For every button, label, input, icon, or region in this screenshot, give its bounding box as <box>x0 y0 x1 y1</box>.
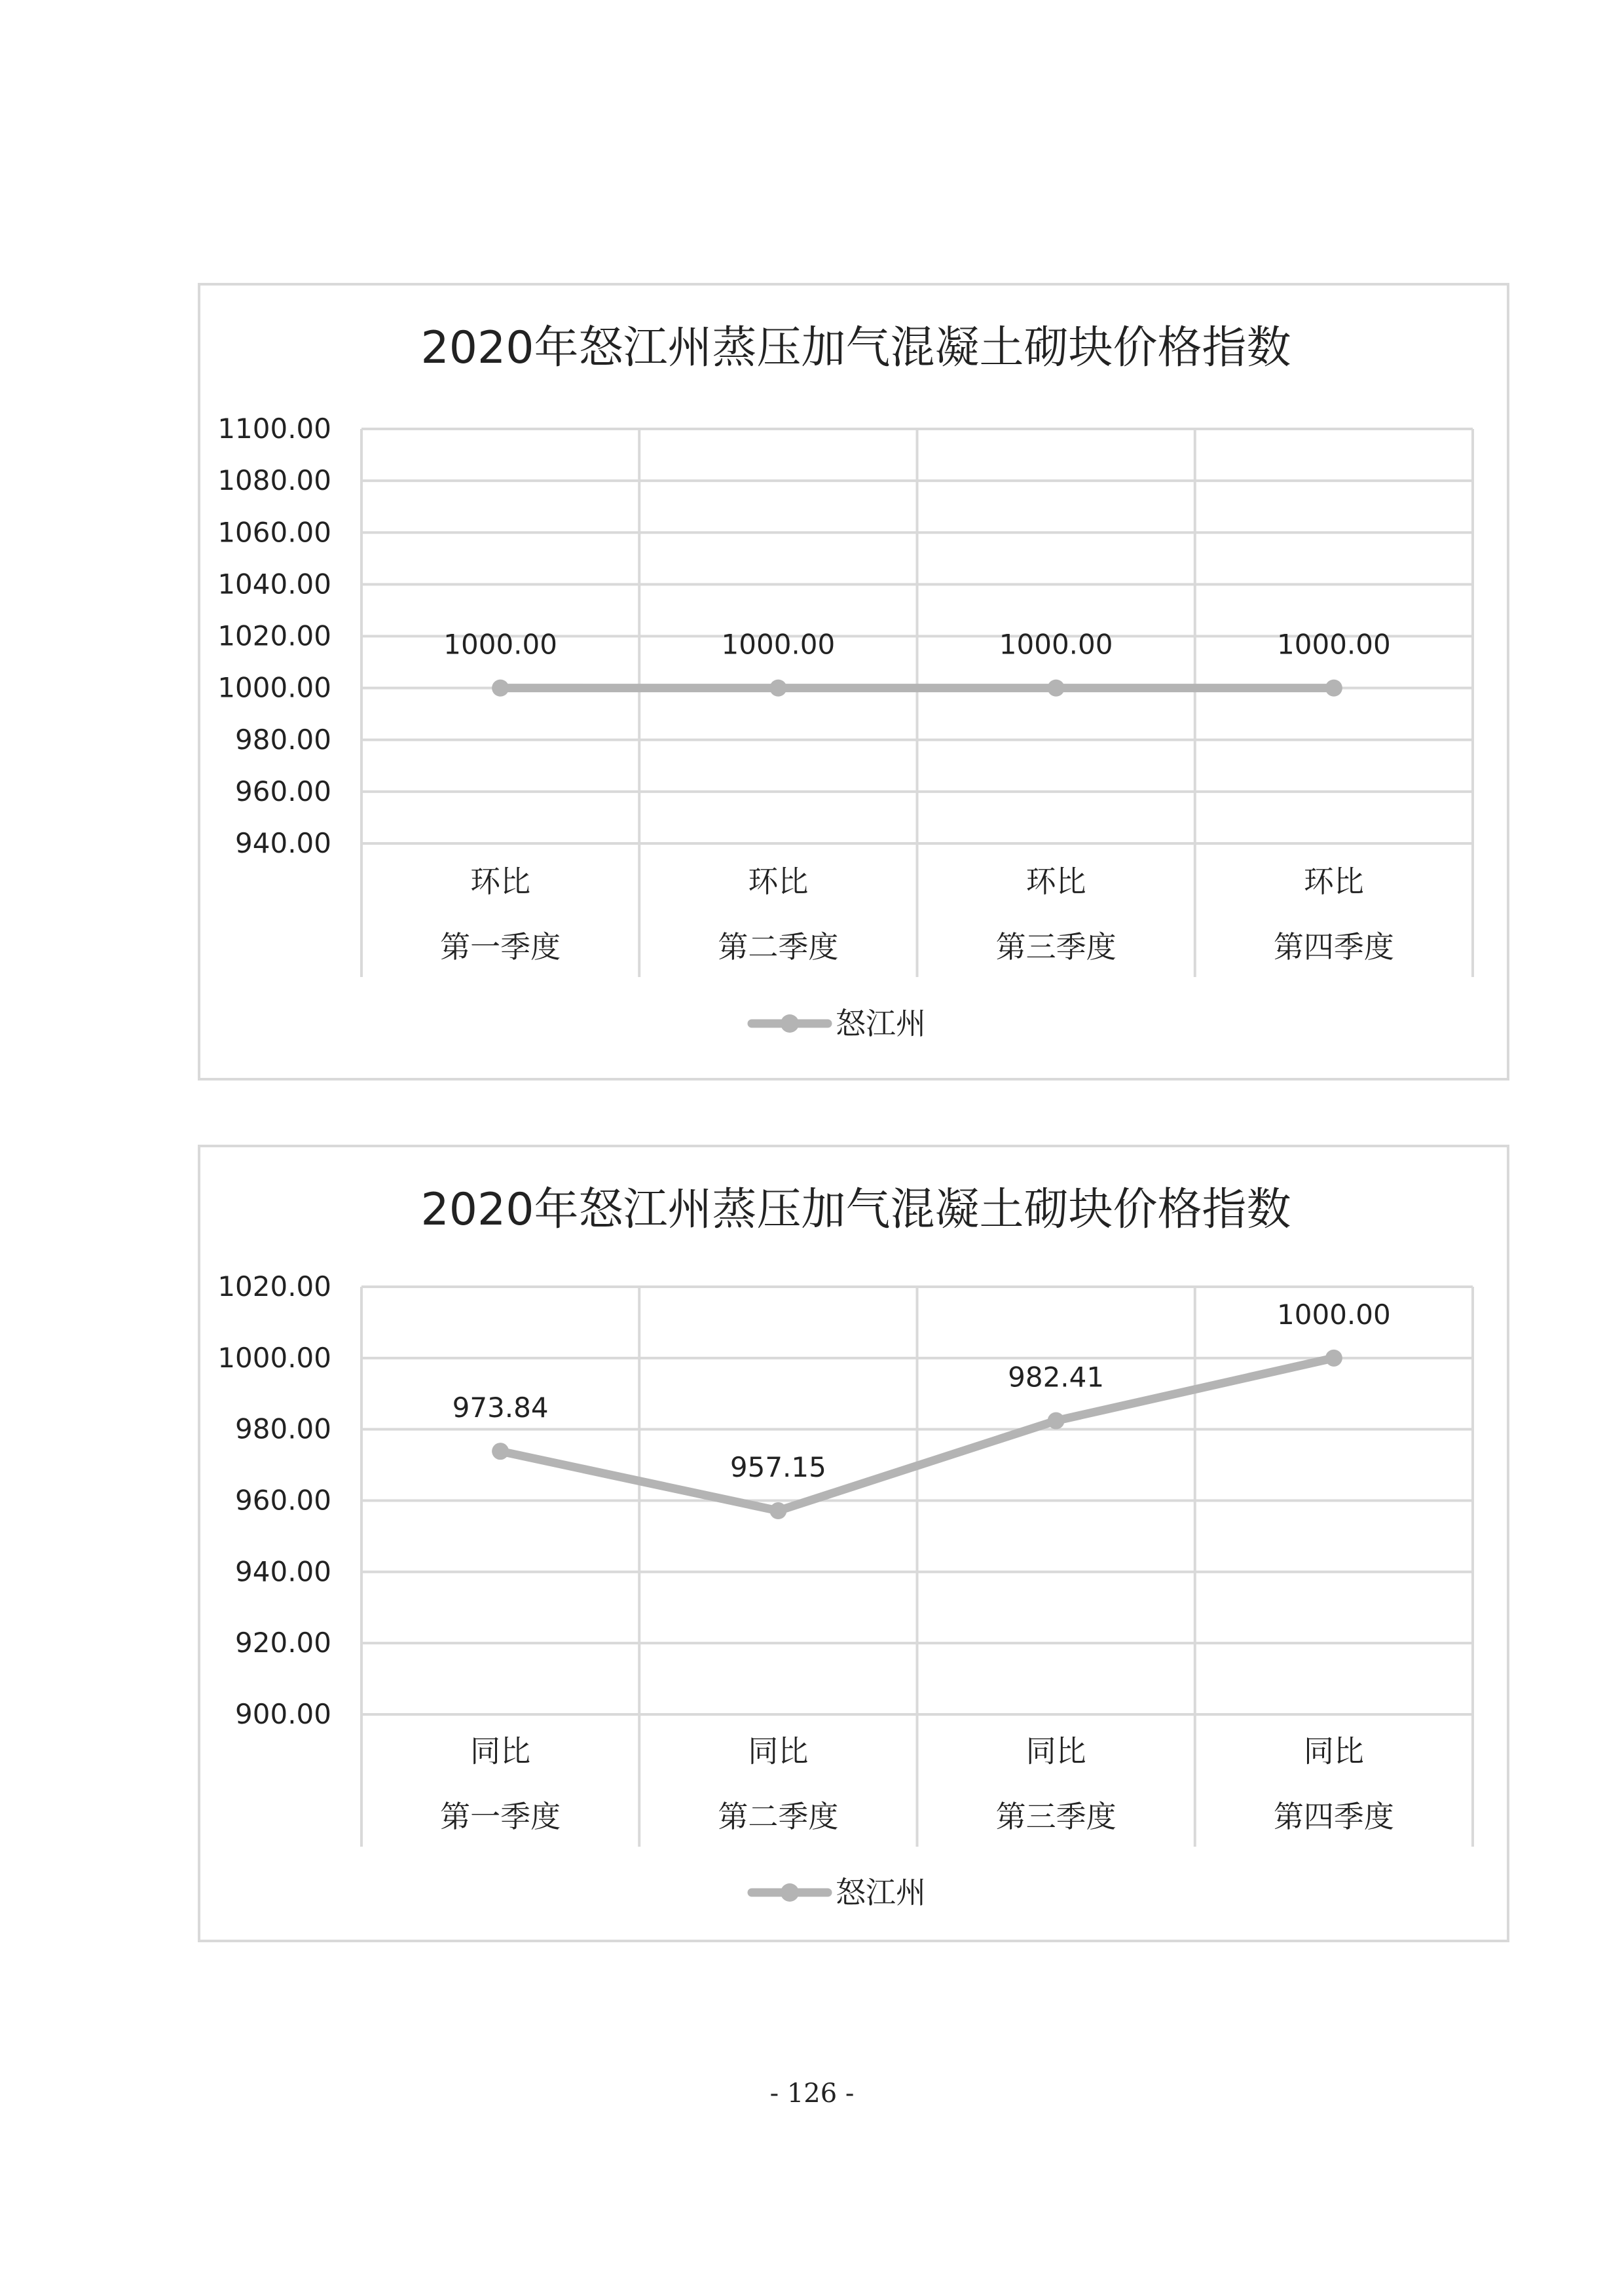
legend-marker <box>781 1014 799 1033</box>
x-category-row1: 同比 <box>748 1733 809 1769</box>
y-tick-label: 900.00 <box>235 1698 331 1730</box>
y-tick-label: 1080.00 <box>217 464 331 497</box>
legend-label: 怒江州 <box>836 1006 926 1041</box>
x-category-row1: 同比 <box>1303 1733 1364 1769</box>
x-category-row2: 第三季度 <box>995 929 1116 965</box>
chart-svg-huanbi <box>200 286 1512 1083</box>
y-tick-label: 940.00 <box>235 1555 331 1588</box>
y-tick-label: 1020.00 <box>217 619 331 652</box>
x-category-row2: 第二季度 <box>718 1799 839 1834</box>
y-tick-label: 960.00 <box>235 775 331 807</box>
data-point <box>492 680 509 697</box>
chart-panel-huanbi <box>198 283 1509 1080</box>
data-label: 1000.00 <box>1277 1298 1391 1331</box>
data-label: 973.84 <box>452 1392 549 1424</box>
data-point <box>492 1443 509 1460</box>
x-category-row2: 第四季度 <box>1273 929 1394 965</box>
chart-title: 2020年怒江州蒸压加气混凝土砌块价格指数 <box>420 1184 1291 1236</box>
page-number: - 126 - <box>769 2078 855 2109</box>
chart-title: 2020年怒江州蒸压加气混凝土砌块价格指数 <box>420 322 1291 374</box>
y-tick-label: 980.00 <box>235 1413 331 1445</box>
legend-marker <box>781 1883 799 1902</box>
data-label: 1000.00 <box>1277 628 1391 661</box>
data-label: 1000.00 <box>443 628 557 661</box>
data-label: 1000.00 <box>721 628 836 661</box>
x-category-row1: 环比 <box>1303 864 1364 899</box>
y-tick-label: 1100.00 <box>217 413 331 445</box>
y-tick-label: 940.00 <box>235 827 331 859</box>
x-category-row1: 环比 <box>1025 864 1086 899</box>
x-category-row2: 第一季度 <box>440 1799 561 1834</box>
x-category-row2: 第二季度 <box>718 929 839 965</box>
y-tick-label: 980.00 <box>235 723 331 756</box>
data-point <box>1048 680 1065 697</box>
x-category-row1: 同比 <box>470 1733 531 1769</box>
x-category-row2: 第一季度 <box>440 929 561 965</box>
y-tick-label: 1060.00 <box>217 516 331 549</box>
data-label: 1000.00 <box>999 628 1113 661</box>
x-category-row1: 环比 <box>748 864 809 899</box>
y-tick-label: 920.00 <box>235 1627 331 1659</box>
data-point <box>769 1502 786 1519</box>
y-tick-label: 1000.00 <box>217 1341 331 1374</box>
x-category-row2: 第三季度 <box>995 1799 1116 1834</box>
data-label: 957.15 <box>729 1451 826 1484</box>
y-tick-label: 1040.00 <box>217 568 331 600</box>
chart-panel-tongbi <box>198 1145 1509 1942</box>
x-category-row1: 环比 <box>470 864 531 899</box>
data-label: 982.41 <box>1008 1361 1105 1394</box>
y-tick-label: 1020.00 <box>217 1270 331 1302</box>
data-point <box>1048 1413 1065 1430</box>
legend-label: 怒江州 <box>836 1875 926 1910</box>
data-point <box>1325 680 1342 697</box>
y-tick-label: 1000.00 <box>217 671 331 704</box>
x-category-row2: 第四季度 <box>1273 1799 1394 1834</box>
chart-svg-tongbi <box>200 1147 1512 1945</box>
x-category-row1: 同比 <box>1025 1733 1086 1769</box>
data-point <box>769 680 786 697</box>
data-point <box>1325 1350 1342 1367</box>
y-tick-label: 960.00 <box>235 1484 331 1517</box>
